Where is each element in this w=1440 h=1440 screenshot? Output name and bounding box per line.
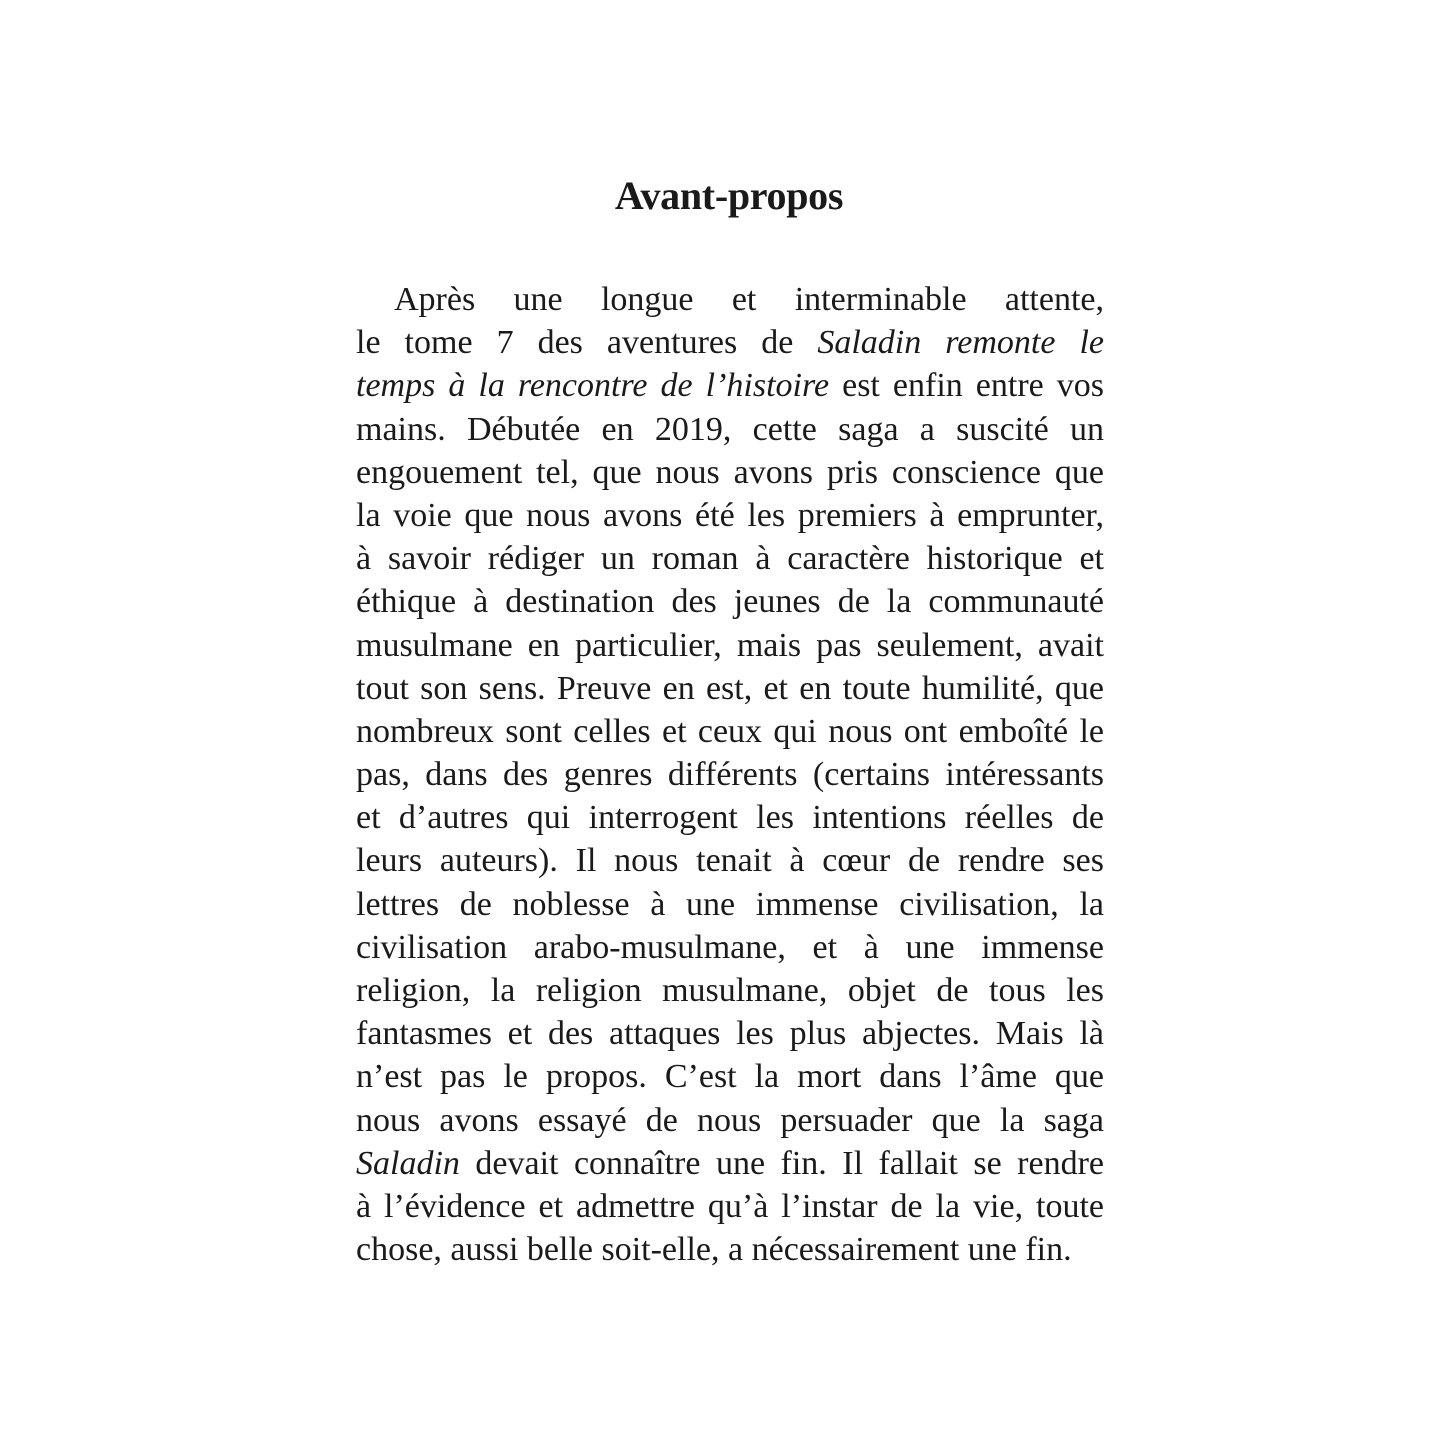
text-line — [356, 1228, 1104, 1271]
text-run: n’est pas le propos. C’est la mort dans l’âme que — [356, 1058, 1104, 1096]
italic-title-run: temps à la rencontre de l’histoire — [356, 367, 830, 405]
text-line — [356, 624, 1104, 667]
text-line — [356, 321, 1104, 364]
text-run: et d’autres qui interrogent les intentions réelles de — [356, 799, 1104, 837]
text-line — [356, 537, 1104, 580]
text-run: religion, la religion musulmane, objet de tous les — [356, 972, 1104, 1009]
text-line — [356, 667, 1104, 710]
text-run: fantasmes et des attaques les plus abjectes. Mais là — [356, 1015, 1104, 1053]
text-run: à savoir rédiger un roman à caractère historique et — [356, 540, 1104, 578]
text-line — [356, 883, 1104, 926]
text-line — [356, 408, 1104, 451]
text-line — [356, 494, 1104, 537]
text-run: mains. Débutée en 2019, cette saga a suscité un — [356, 410, 1104, 448]
italic-title-run: Saladin remonte le — [817, 324, 1104, 362]
body-paragraph — [356, 278, 1104, 1271]
text-line — [356, 580, 1104, 623]
italic-title-run: Saladin — [356, 1144, 460, 1182]
text-line — [356, 796, 1104, 839]
text-line — [356, 364, 1104, 407]
text-run: le tome 7 des aventures de — [356, 324, 818, 362]
text-line — [356, 1099, 1104, 1142]
text-line — [356, 451, 1104, 494]
text-line — [356, 753, 1104, 796]
text-line — [356, 839, 1104, 882]
text-run: nous avons essayé de nous persuader que la saga — [356, 1101, 1104, 1139]
text-line — [356, 969, 1104, 1012]
text-line — [356, 1185, 1104, 1228]
text-run: pas, dans des genres différents (certains intéressants — [356, 756, 1104, 794]
text-line — [356, 1012, 1104, 1055]
text-run: engouement tel, que nous avons pris conscience que — [356, 453, 1104, 491]
text-run: est enfin entre vos — [829, 367, 1105, 405]
text-line — [356, 926, 1104, 969]
text-run: tout son sens. Preuve en est, et en toute humilité, que — [356, 669, 1104, 707]
page-title: Avant-propos — [614, 173, 844, 218]
text-run: musulmane en particulier, mais pas seulement, avait — [356, 626, 1104, 664]
text-run: lettres de noblesse à une immense civilisation, la — [356, 885, 1104, 923]
text-line — [356, 1142, 1104, 1185]
text-line — [356, 1055, 1104, 1098]
text-run: civilisation arabo-musulmane, et à une immense — [356, 928, 1104, 966]
text-run: devait connaître une fin. Il fallait se rendre — [459, 1144, 1104, 1182]
text-run: la voie que nous avons été les premiers à emprunter, — [356, 496, 1104, 534]
text-line — [356, 278, 1104, 321]
text-run: Après une longue et interminable attente, — [394, 281, 1104, 318]
text-run: leurs auteurs). Il nous tenait à cœur de rendre ses — [356, 842, 1104, 880]
text-run: éthique à destination des jeunes de la communauté — [356, 583, 1104, 621]
text-run: chose, aussi belle soit-elle, a nécessairement une fin. — [356, 1231, 1072, 1269]
text-run: à l’évidence et admettre qu’à l’instar de la vie, toute — [356, 1187, 1104, 1225]
text-line — [356, 710, 1104, 753]
text-run: nombreux sont celles et ceux qui nous ont emboîté le — [356, 712, 1104, 750]
